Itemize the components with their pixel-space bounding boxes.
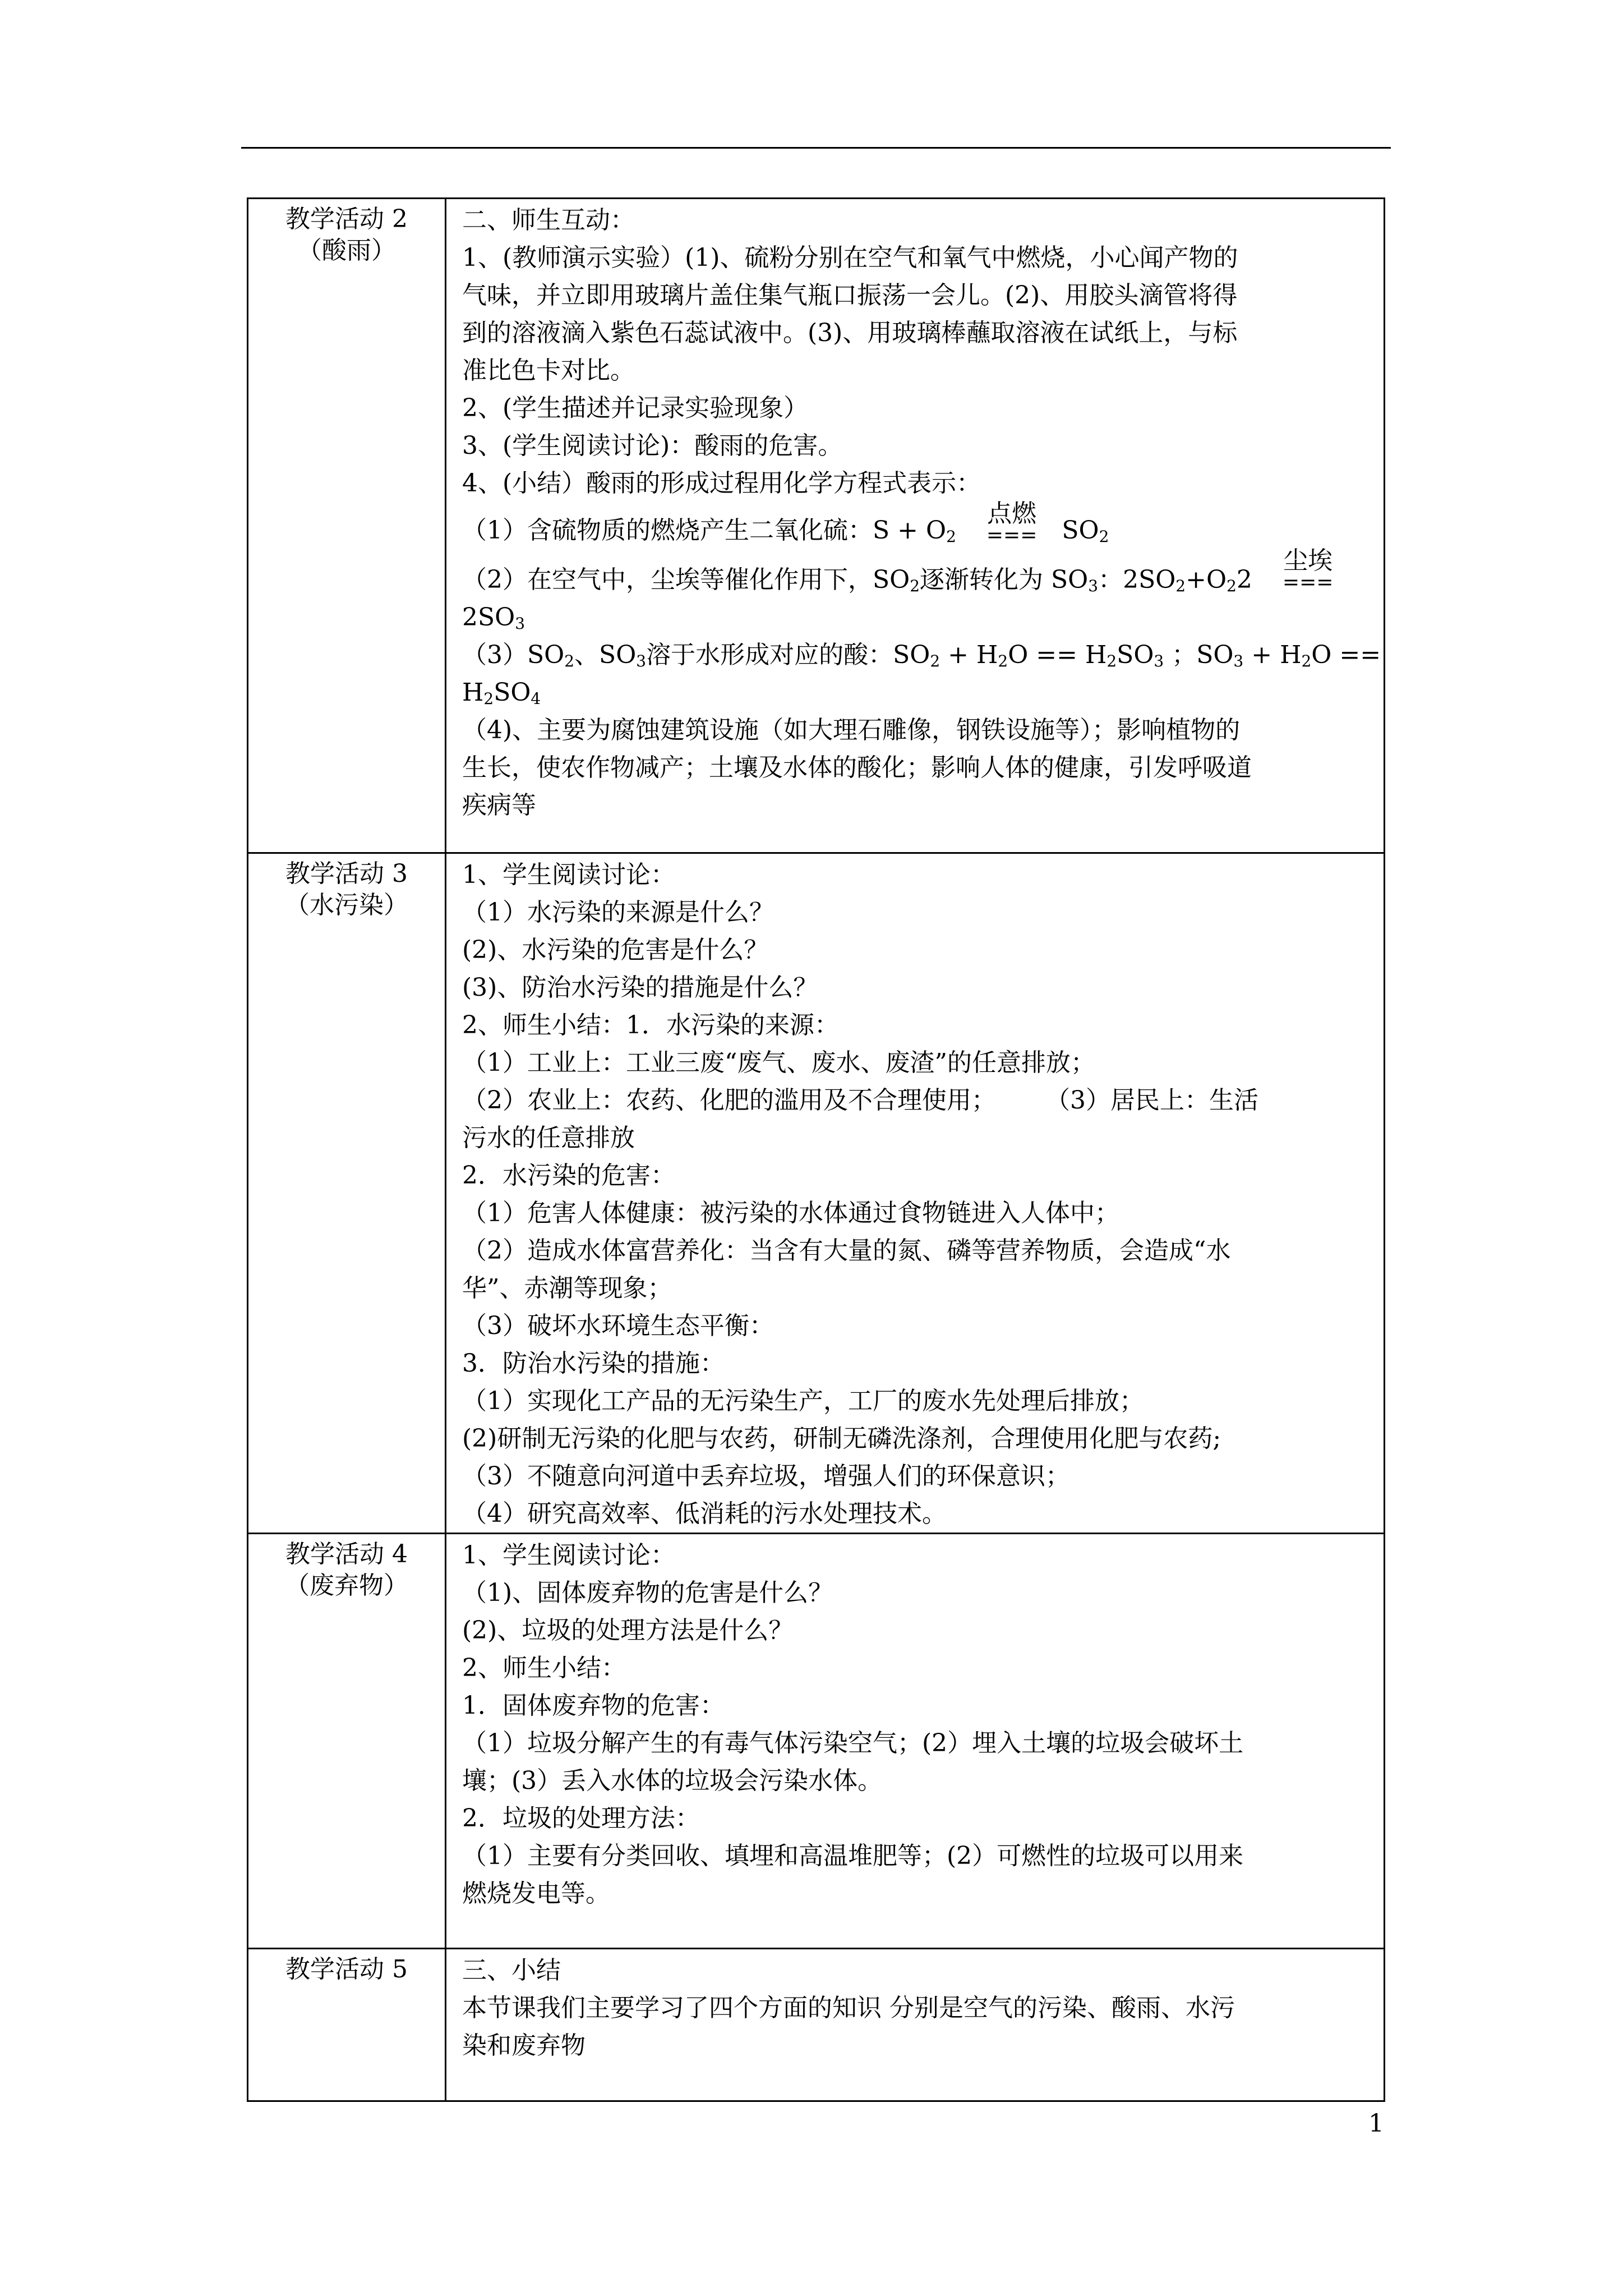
content-line: （1）实现化工产品的无污染生产，工厂的废水先处理后排放；	[462, 1387, 1144, 1415]
content-line: （1）主要有分类回收、填埋和高温堆肥等；(2）可燃性的垃圾可以用来	[462, 1842, 1244, 1870]
content-line: （1）垃圾分解产生的有毒气体污染空气；(2）埋入土壤的垃圾会破坏土	[462, 1729, 1244, 1757]
table-row	[248, 853, 1385, 1534]
header-rule	[241, 147, 1391, 149]
activity-label-cell	[248, 1534, 446, 1949]
activity-label: 教学活动 5	[285, 1955, 408, 1984]
content-line: 染和废弃物	[462, 2031, 585, 2060]
content-line: 4、(小结）酸雨的形成过程用化学方程式表示：	[462, 469, 981, 498]
lesson-table	[247, 197, 1385, 2102]
page-number: 1	[1368, 2109, 1384, 2138]
content-line: 1、(教师演示实验）(1)、硫粉分别在空气和氧气中燃烧，小心闻产物的	[462, 243, 1238, 272]
content-line: (2)、垃圾的处理方法是什么？	[462, 1616, 794, 1645]
content-line: 2、师生小结：	[462, 1654, 626, 1682]
content-line: 1、学生阅读讨论：	[462, 861, 675, 889]
activity-content-cell	[446, 853, 1385, 1534]
content-line: （1）危害人体健康：被污染的水体通过食物链进入人体中；	[462, 1199, 1119, 1227]
content-line: 三、小结	[462, 1956, 561, 1985]
activity-label-cell	[248, 199, 446, 853]
activity-subtitle: （水污染）	[285, 891, 408, 919]
content-line: （4)、主要为腐蚀建筑设施（如大理石雕像，钢铁设施等）；影响植物的	[462, 716, 1241, 744]
content-line: 气味，并立即用玻璃片盖住集气瓶口振荡一会儿。(2)、用胶头滴管将得	[462, 281, 1238, 310]
content-line: 污水的任意排放	[462, 1124, 635, 1152]
activity-subtitle: （废弃物）	[285, 1571, 408, 1600]
content-line: （3）不随意向河道中丢弃垃圾，增强人们的环保意识；	[462, 1462, 1070, 1490]
activity-subtitle: （酸雨）	[297, 236, 396, 265]
content-line: (3)、防治水污染的措施是什么？	[462, 973, 818, 1002]
content-line: 3．防治水污染的措施：	[462, 1349, 725, 1378]
content-line: 1、学生阅读讨论：	[462, 1541, 675, 1570]
reaction-condition: 点燃 ===	[986, 499, 1038, 547]
content-line: 燃烧发电等。	[462, 1879, 610, 1908]
activity-label: 教学活动 2	[285, 205, 408, 233]
table-row	[248, 1949, 1385, 2101]
content-line: 本节课我们主要学习了四个方面的知识 分别是空气的污染、酸雨、水污	[462, 1994, 1235, 2022]
equation-so2-oxidation: （2）在空气中，尘埃等催化作用下，$SO_2$逐渐转化为 $SO_3$：$2SO_2+O_22$ 尘埃 ===	[462, 546, 1334, 595]
table-row	[248, 199, 1385, 853]
activity-label: 教学活动 3	[285, 859, 408, 888]
content-line: $H_2SO_4$	[462, 678, 541, 708]
content-line: 二、师生互动：	[462, 206, 635, 234]
activity-content-cell	[446, 199, 1385, 853]
equation-sulfur-combustion: （1）含硫物质的燃烧产生二氧化硫：$S + O_2$ 点燃 === $SO_2$	[462, 499, 1109, 547]
content-line: 到的溶液滴入紫色石蕊试液中。(3)、用玻璃棒蘸取溶液在试纸上，与标	[462, 319, 1238, 347]
content-line: （1）水污染的来源是什么？	[462, 898, 774, 927]
content-line: 2、师生小结：1．水污染的来源：	[462, 1011, 839, 1039]
content-line: 壤；(3）丢入水体的垃圾会污染水体。	[462, 1766, 883, 1795]
content-line: 2、(学生描述并记录实验现象）	[462, 394, 809, 422]
content-line: $2SO_3$	[462, 603, 525, 633]
activity-label: 教学活动 4	[285, 1540, 408, 1568]
content-line: （4）研究高效率、低消耗的污水处理技术。	[462, 1499, 947, 1528]
table-row	[248, 1534, 1385, 1949]
activity-label-cell	[248, 853, 446, 1534]
content-line: 2．垃圾的处理方法：	[462, 1804, 700, 1833]
equation-acid-formation: $(3)SO_2$、$SO_3$溶于水形成对应的酸：$SO_2 + H_2O == H_2SO_3$ ；$SO_3 + H_2O$ ==	[462, 641, 1381, 670]
activity-content-cell	[446, 1949, 1385, 2101]
content-line: （1)、固体废弃物的危害是什么？	[462, 1579, 833, 1607]
content-line: （2）造成水体富营养化：当含有大量的氮、磷等营养物质，会造成“水	[462, 1236, 1231, 1265]
content-line: 疾病等	[462, 791, 536, 820]
content-line: 2．水污染的危害：	[462, 1161, 675, 1190]
content-line: 3、(学生阅读讨论)：酸雨的危害。	[462, 431, 843, 460]
content-line: (2)研制无污染的化肥与农药，研制无磷洗涤剂，合理使用化肥与农药;	[462, 1424, 1221, 1453]
content-line: 1．固体废弃物的危害：	[462, 1691, 725, 1720]
content-line: （3）破坏水环境生态平衡：	[462, 1312, 774, 1340]
activity-label-cell	[248, 1949, 446, 2101]
content-line: 准比色卡对比。	[462, 356, 635, 385]
content-line: 华”、赤潮等现象；	[462, 1274, 672, 1303]
activity-content-cell	[446, 1534, 1385, 1949]
content-line: （2）农业上：农药、化肥的滥用及不合理使用； （3）居民上：生活	[462, 1086, 1258, 1115]
reaction-condition: 尘埃 ===	[1282, 546, 1334, 594]
content-line: （1）工业上：工业三废“废气、废水、废渣”的任意排放；	[462, 1048, 1095, 1077]
content-line: (2)、水污染的危害是什么？	[462, 936, 769, 964]
content-line: 生长，使农作物减产；土壤及水体的酸化；影响人体的健康，引发呼吸道	[462, 753, 1252, 782]
